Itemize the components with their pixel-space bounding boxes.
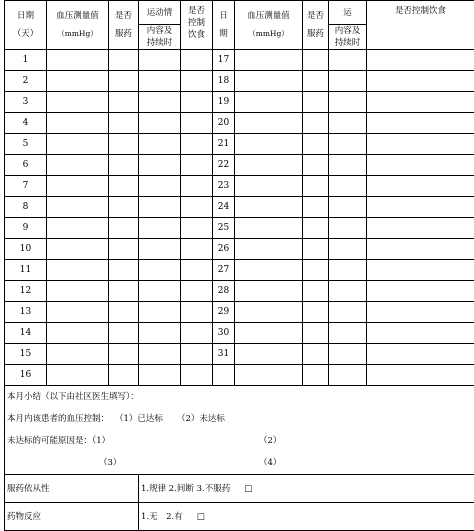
header-date-label: 日期 [5, 7, 46, 25]
bp-value-cell[interactable] [47, 323, 109, 344]
exercise-cell-right[interactable] [329, 302, 367, 323]
diet-cell-right[interactable] [367, 239, 474, 260]
day-number: 16 [5, 365, 47, 386]
diet-cell[interactable] [181, 344, 213, 365]
day-number-right: 27 [213, 260, 235, 281]
day-number-right: 22 [213, 155, 235, 176]
diet-cell-right[interactable] [367, 323, 474, 344]
header-date-right-line2: 期 [213, 25, 234, 43]
medication-cell-right[interactable] [303, 344, 329, 365]
diet-cell[interactable] [181, 281, 213, 302]
medication-cell-right[interactable] [303, 239, 329, 260]
day-number-right: 31 [213, 344, 235, 365]
bp-value-cell[interactable] [47, 218, 109, 239]
day-number-right: 21 [213, 134, 235, 155]
diet-cell-right[interactable] [367, 365, 474, 386]
header-diet-line3: 饮食 [181, 29, 212, 41]
diet-cell-right[interactable] [367, 260, 474, 281]
day-row [5, 365, 474, 386]
exercise-cell-right[interactable] [329, 281, 367, 302]
exercise-cell-right[interactable] [329, 71, 367, 92]
bp-value-cell[interactable] [47, 239, 109, 260]
medication-cell[interactable] [109, 92, 139, 113]
bp-value-cell-right[interactable] [235, 281, 303, 302]
header-exercise-line1: 运动情 [147, 8, 173, 18]
medication-cell[interactable] [109, 176, 139, 197]
header-exercise [139, 1, 181, 25]
bp-value-cell-right[interactable] [235, 344, 303, 365]
bp-value-cell-right[interactable] [235, 155, 303, 176]
header-medication-right-line1: 是否 [303, 7, 328, 25]
bp-value-cell[interactable] [47, 92, 109, 113]
diet-cell[interactable] [181, 113, 213, 134]
exercise-cell-right[interactable] [329, 176, 367, 197]
summary-row [5, 386, 474, 475]
day-row [5, 197, 474, 218]
bp-value-cell[interactable] [47, 113, 109, 134]
bp-value-cell-right[interactable] [235, 302, 303, 323]
exercise-cell[interactable] [139, 113, 181, 134]
compliance-options-text: 1.规律 2.间断 3.不服药 [141, 484, 230, 494]
diet-cell-right[interactable] [367, 71, 474, 92]
medication-cell-right[interactable] [303, 176, 329, 197]
bp-value-cell-right[interactable] [235, 197, 303, 218]
exercise-cell[interactable] [139, 260, 181, 281]
header-exercise-line3: 持续时 [139, 37, 180, 49]
header-date-right-line1: 日 [213, 7, 234, 25]
medication-cell[interactable] [109, 134, 139, 155]
exercise-cell-right[interactable] [329, 365, 367, 386]
bp-value-cell-right[interactable] [235, 260, 303, 281]
reason-line-2 [5, 452, 474, 474]
day-row [5, 50, 474, 71]
exercise-cell-right[interactable] [329, 239, 367, 260]
medication-cell-right[interactable] [303, 260, 329, 281]
diet-cell[interactable] [181, 92, 213, 113]
exercise-cell[interactable] [139, 176, 181, 197]
diet-cell-right[interactable] [367, 92, 474, 113]
day-number: 2 [5, 71, 47, 92]
adverse-reaction-options [139, 503, 474, 531]
day-number: 3 [5, 92, 47, 113]
exercise-cell-right[interactable] [329, 218, 367, 239]
day-number: 13 [5, 302, 47, 323]
exercise-cell-right[interactable] [329, 155, 367, 176]
header-bp-unit: （mmHg） [47, 25, 108, 43]
diet-cell[interactable] [181, 239, 213, 260]
diet-cell-right[interactable] [367, 218, 474, 239]
adverse-reaction-options-text: 1.无 2.有 [141, 512, 183, 522]
exercise-cell[interactable] [139, 323, 181, 344]
day-row [5, 92, 474, 113]
day-number: 6 [5, 155, 47, 176]
exercise-cell[interactable] [139, 134, 181, 155]
medication-cell-right[interactable] [303, 134, 329, 155]
day-number: 8 [5, 197, 47, 218]
medication-cell-right[interactable] [303, 50, 329, 71]
adverse-reaction-row [5, 503, 474, 531]
header-exercise-right-line2: 内容及 [329, 25, 366, 37]
day-number: 12 [5, 281, 47, 302]
day-number-right: 19 [213, 92, 235, 113]
day-row [5, 260, 474, 281]
day-row [5, 134, 474, 155]
exercise-cell-right[interactable] [329, 92, 367, 113]
exercise-cell[interactable] [139, 197, 181, 218]
reason-2[interactable]: （2） [259, 430, 281, 452]
medication-cell[interactable] [109, 365, 139, 386]
bp-value-cell[interactable] [47, 302, 109, 323]
day-row [5, 218, 474, 239]
day-number-right-empty [213, 365, 235, 386]
header-date-unit: （天） [5, 25, 46, 43]
summary-title: 本月小结（以下由社区医生填写）： [5, 386, 474, 408]
bp-value-cell-right[interactable] [235, 113, 303, 134]
day-number: 5 [5, 134, 47, 155]
exercise-cell-right[interactable] [329, 260, 367, 281]
bp-value-cell-right[interactable] [235, 365, 303, 386]
exercise-cell[interactable] [139, 365, 181, 386]
medication-cell-right[interactable] [303, 113, 329, 134]
reason-label: 未达标的可能原因是： [7, 436, 92, 446]
day-row [5, 155, 474, 176]
day-number-right: 17 [213, 50, 235, 71]
header-diet-line1: 是否 [181, 5, 212, 17]
bp-value-cell-right[interactable] [235, 176, 303, 197]
day-row [5, 281, 474, 302]
diet-cell[interactable] [181, 260, 213, 281]
header-date-right [213, 1, 235, 50]
diet-cell[interactable] [181, 218, 213, 239]
control-line [5, 408, 474, 430]
bp-log-table [4, 0, 474, 531]
exercise-cell[interactable] [139, 218, 181, 239]
medication-cell[interactable] [109, 344, 139, 365]
bp-value-cell[interactable] [47, 281, 109, 302]
day-number: 7 [5, 176, 47, 197]
day-number-right: 29 [213, 302, 235, 323]
diet-cell-right[interactable] [367, 344, 474, 365]
bp-value-cell-right[interactable] [235, 218, 303, 239]
bp-value-cell[interactable] [47, 50, 109, 71]
header-exercise-right-line3: 持续时 [329, 37, 366, 49]
day-row [5, 239, 474, 260]
header-diet-line2: 控制 [181, 17, 212, 29]
day-number-right: 24 [213, 197, 235, 218]
header-bp-right-label: 血压测量值 [235, 7, 302, 25]
exercise-cell-right[interactable] [329, 197, 367, 218]
diet-cell-right[interactable] [367, 155, 474, 176]
day-number: 1 [5, 50, 47, 71]
day-number-right: 25 [213, 218, 235, 239]
control-label: 本月内该患者的血压控制： [7, 414, 109, 424]
exercise-cell[interactable] [139, 344, 181, 365]
medication-cell[interactable] [109, 239, 139, 260]
summary-cell [5, 386, 474, 475]
control-option-2[interactable]: （2）未达标 [177, 414, 225, 424]
compliance-label: 服药依从性 [5, 475, 139, 503]
header-diet-right-label: 是否控制饮食 [395, 6, 446, 16]
header-diet [181, 1, 213, 50]
day-number: 10 [5, 239, 47, 260]
header-medication-line2: 服药 [109, 25, 138, 43]
compliance-row [5, 475, 474, 503]
medication-cell-right[interactable] [303, 71, 329, 92]
header-bp-right [235, 1, 303, 50]
header-medication-right-line2: 服药 [303, 25, 328, 43]
medication-cell[interactable] [109, 113, 139, 134]
header-bp-right-unit: （mmHg） [235, 25, 302, 43]
header-exercise-line2: 内容及 [139, 25, 180, 37]
day-row [5, 344, 474, 365]
day-number: 11 [5, 260, 47, 281]
day-row [5, 176, 474, 197]
medication-cell-right[interactable] [303, 323, 329, 344]
header-bp-label: 血压测量值 [47, 7, 108, 25]
diet-cell-right[interactable] [367, 302, 474, 323]
diet-cell-right[interactable] [367, 50, 474, 71]
medication-cell[interactable] [109, 197, 139, 218]
diet-cell-right[interactable] [367, 281, 474, 302]
day-number: 14 [5, 323, 47, 344]
reason-line-1 [5, 430, 474, 452]
bp-value-cell-right[interactable] [235, 71, 303, 92]
header-medication-right [303, 1, 329, 50]
control-option-1[interactable]: （1）已达标 [115, 414, 163, 424]
day-row [5, 302, 474, 323]
diet-cell-right[interactable] [367, 176, 474, 197]
header-exercise-right [329, 1, 367, 25]
day-number: 15 [5, 344, 47, 365]
header-bp [47, 1, 109, 50]
bp-value-cell-right[interactable] [235, 50, 303, 71]
bp-value-cell-right[interactable] [235, 92, 303, 113]
exercise-cell-right[interactable] [329, 134, 367, 155]
header-exercise-detail [139, 25, 181, 50]
bp-value-cell-right[interactable] [235, 239, 303, 260]
compliance-checkbox[interactable]: □ [244, 484, 252, 494]
day-number-right: 26 [213, 239, 235, 260]
diet-cell[interactable] [181, 197, 213, 218]
adverse-reaction-checkbox[interactable]: □ [197, 512, 205, 522]
day-number-right: 18 [213, 71, 235, 92]
medication-cell-right[interactable] [303, 197, 329, 218]
exercise-cell-right[interactable] [329, 323, 367, 344]
medication-cell-right[interactable] [303, 281, 329, 302]
medication-cell[interactable] [109, 302, 139, 323]
diet-cell[interactable] [181, 155, 213, 176]
diet-cell[interactable] [181, 71, 213, 92]
day-row [5, 323, 474, 344]
exercise-cell[interactable] [139, 302, 181, 323]
bp-value-cell[interactable] [47, 344, 109, 365]
medication-cell[interactable] [109, 323, 139, 344]
medication-cell[interactable] [109, 50, 139, 71]
day-number-right: 28 [213, 281, 235, 302]
day-row [5, 71, 474, 92]
header-medication [109, 1, 139, 50]
medication-cell-right[interactable] [303, 218, 329, 239]
exercise-cell[interactable] [139, 155, 181, 176]
bp-value-cell-right[interactable] [235, 134, 303, 155]
header-exercise-right-line1: 运 [343, 8, 352, 18]
day-number: 4 [5, 113, 47, 134]
header-date [5, 1, 47, 50]
exercise-cell[interactable] [139, 239, 181, 260]
medication-cell-right[interactable] [303, 302, 329, 323]
day-number-right: 23 [213, 176, 235, 197]
diet-cell[interactable] [181, 323, 213, 344]
exercise-cell-right[interactable] [329, 50, 367, 71]
diet-cell[interactable] [181, 302, 213, 323]
diet-cell[interactable] [181, 134, 213, 155]
day-number-right: 30 [213, 323, 235, 344]
day-number-right: 20 [213, 113, 235, 134]
bp-value-cell[interactable] [47, 176, 109, 197]
diet-cell-right[interactable] [367, 197, 474, 218]
reason-1[interactable]: （1） [92, 436, 110, 446]
compliance-options [139, 475, 474, 503]
medication-cell[interactable] [109, 260, 139, 281]
header-diet-right [367, 1, 474, 50]
exercise-cell[interactable] [139, 71, 181, 92]
reason-3[interactable]: （3） [99, 452, 121, 474]
header-medication-line1: 是否 [109, 7, 138, 25]
bp-value-cell[interactable] [47, 365, 109, 386]
medication-cell-right[interactable] [303, 155, 329, 176]
bp-value-cell[interactable] [47, 134, 109, 155]
exercise-cell[interactable] [139, 281, 181, 302]
medication-cell[interactable] [109, 155, 139, 176]
exercise-cell-right[interactable] [329, 344, 367, 365]
day-number: 9 [5, 218, 47, 239]
diet-cell[interactable] [181, 50, 213, 71]
exercise-cell[interactable] [139, 92, 181, 113]
diet-cell-right[interactable] [367, 134, 474, 155]
day-row [5, 113, 474, 134]
reason-4[interactable]: （4） [259, 452, 281, 474]
exercise-cell-right[interactable] [329, 113, 367, 134]
medication-cell[interactable] [109, 281, 139, 302]
exercise-cell[interactable] [139, 50, 181, 71]
header-exercise-right-detail [329, 25, 367, 50]
bp-value-cell[interactable] [47, 260, 109, 281]
bp-value-cell-right[interactable] [235, 323, 303, 344]
diet-cell-right[interactable] [367, 113, 474, 134]
medication-cell[interactable] [109, 71, 139, 92]
bp-value-cell[interactable] [47, 71, 109, 92]
bp-value-cell[interactable] [47, 197, 109, 218]
medication-cell-right[interactable] [303, 365, 329, 386]
medication-cell[interactable] [109, 218, 139, 239]
bp-value-cell[interactable] [47, 155, 109, 176]
adverse-reaction-label: 药物反应 [5, 503, 139, 531]
diet-cell[interactable] [181, 365, 213, 386]
diet-cell[interactable] [181, 176, 213, 197]
medication-cell-right[interactable] [303, 92, 329, 113]
